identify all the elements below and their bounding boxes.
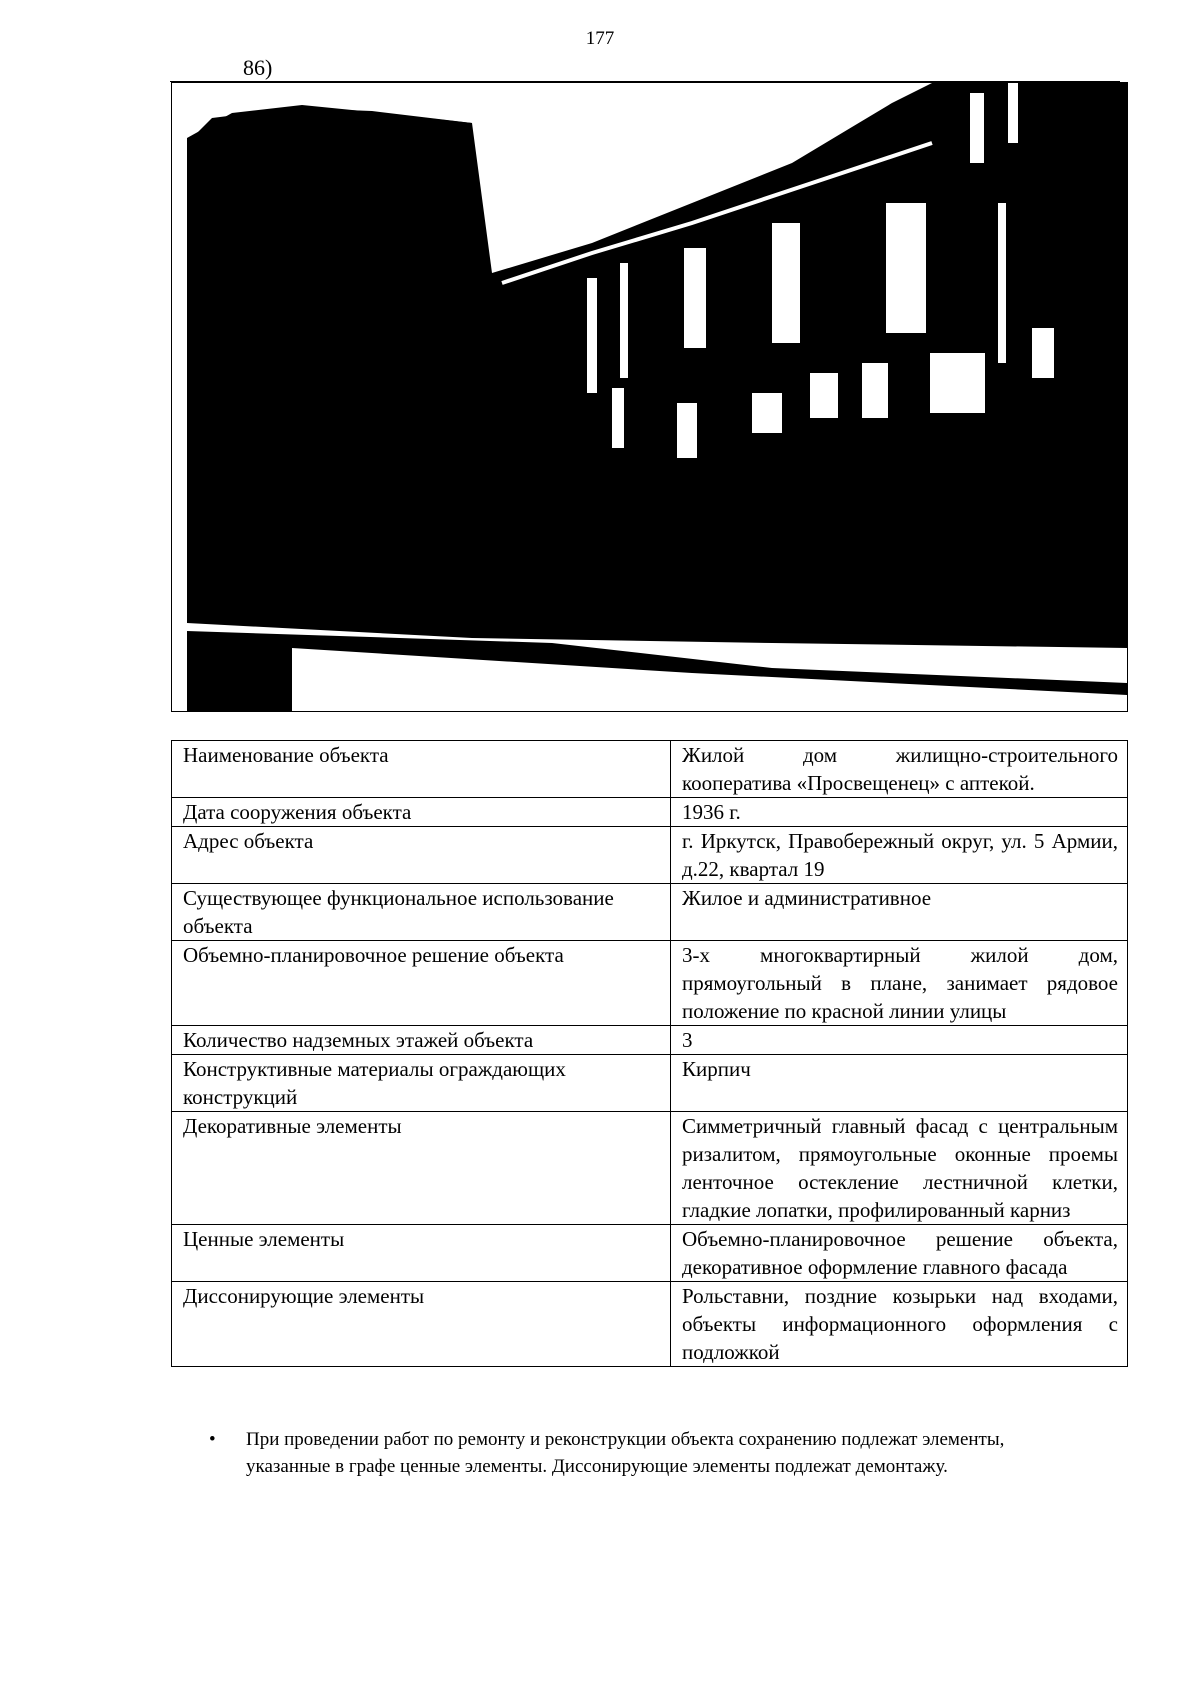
row-label: Дата сооружения объекта	[172, 798, 671, 827]
row-value: Симметричный главный фасад с центральным ризалитом, прямоугольные оконные проемы ленточное остекление лестничной клетки, гладкие лопатки, профилированный карниз	[671, 1112, 1128, 1225]
row-value: Жилой дом жилищно-строительного кооператива «Просвещенец» с аптекой.	[671, 741, 1128, 798]
page-number: 177	[585, 28, 615, 49]
row-label: Наименование объекта	[172, 741, 671, 798]
object-passport-table	[171, 740, 1128, 1367]
row-value: Объемно-планировочное решение объекта, декоративное оформление главного фасада	[671, 1225, 1128, 1282]
row-value: 1936 г.	[671, 798, 1128, 827]
table-row	[172, 1225, 1128, 1282]
note-text: При проведении работ по ремонту и реконструкции объекта сохранению подлежат элементы, указанные в графе ценные элементы. Диссонирующие элементы подлежат демонтажу.	[246, 1429, 1005, 1477]
row-value: г. Иркутск, Правобережный округ, ул. 5 Армии, д.22, квартал 19	[671, 827, 1128, 884]
row-label: Количество надземных этажей объекта	[172, 1026, 671, 1055]
building-photo	[171, 82, 1128, 712]
preservation-note	[209, 1426, 1089, 1480]
table-row	[172, 1112, 1128, 1225]
row-value: Кирпич	[671, 1055, 1128, 1112]
bullet-icon: •	[209, 1429, 216, 1450]
row-label: Декоративные элементы	[172, 1112, 671, 1225]
row-label: Адрес объекта	[172, 827, 671, 884]
row-label: Ценные элементы	[172, 1225, 671, 1282]
building-photo-image	[172, 83, 1127, 711]
row-value: Жилое и административное	[671, 884, 1128, 941]
table-row	[172, 798, 1128, 827]
table-row	[172, 1055, 1128, 1112]
table-row	[172, 884, 1128, 941]
table-row	[172, 1026, 1128, 1055]
table-row	[172, 941, 1128, 1026]
row-label: Существующее функциональное использование объекта	[172, 884, 671, 941]
row-value: 3-х многоквартирный жилой дом, прямоугольный в плане, занимает рядовое положение по красной линии улицы	[671, 941, 1128, 1026]
figure-label: 86)	[243, 55, 273, 80]
row-label: Конструктивные материалы ограждающих конструкций	[172, 1055, 671, 1112]
row-value: Рольставни, поздние козырьки над входами, объекты информационного оформления с подложкой	[671, 1282, 1128, 1367]
table-row	[172, 741, 1128, 798]
row-label: Диссонирующие элементы	[172, 1282, 671, 1367]
row-value: 3	[671, 1026, 1128, 1055]
row-label: Объемно-планировочное решение объекта	[172, 941, 671, 1026]
table-row	[172, 1282, 1128, 1367]
table-row	[172, 827, 1128, 884]
